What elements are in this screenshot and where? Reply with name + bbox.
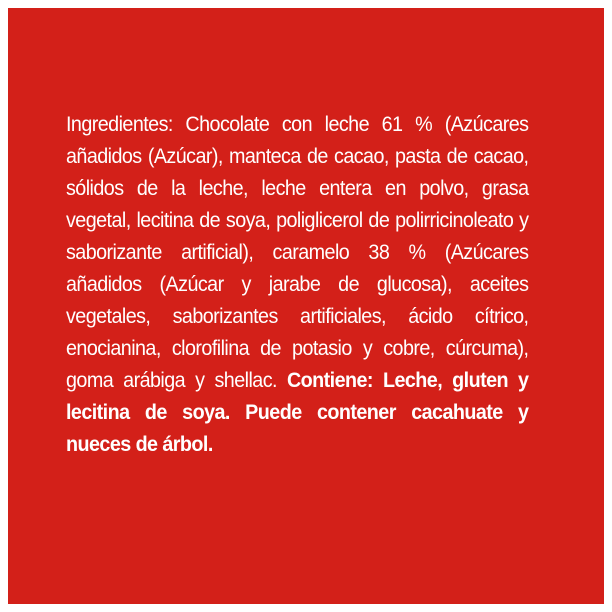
allergen-statement: Contiene: Leche, gluten y lecitina de soya. Puede contener cacahuate y nueces de árbol. <box>66 369 529 456</box>
ingredients-text: Ingredientes: Chocolate con leche 61 % (Azúcares añadidos (Azúcar), manteca de cacao, pasta de cacao, sólidos de la leche, leche entera en polvo, grasa vegetal, lecitina de soya, poliglicerol de polirricinoleato y saborizante artificial), caramelo 38 % (Azúcares añadidos (Azúcar y jarabe de glucosa), aceites vegetales, saborizantes artificiales, ácido cítrico, enocianina, clorofilina de potasio y cobre, cúrcuma), goma arábiga y shellac. <box>66 113 529 392</box>
label-panel <box>8 8 604 604</box>
ingredients-paragraph <box>66 109 528 461</box>
